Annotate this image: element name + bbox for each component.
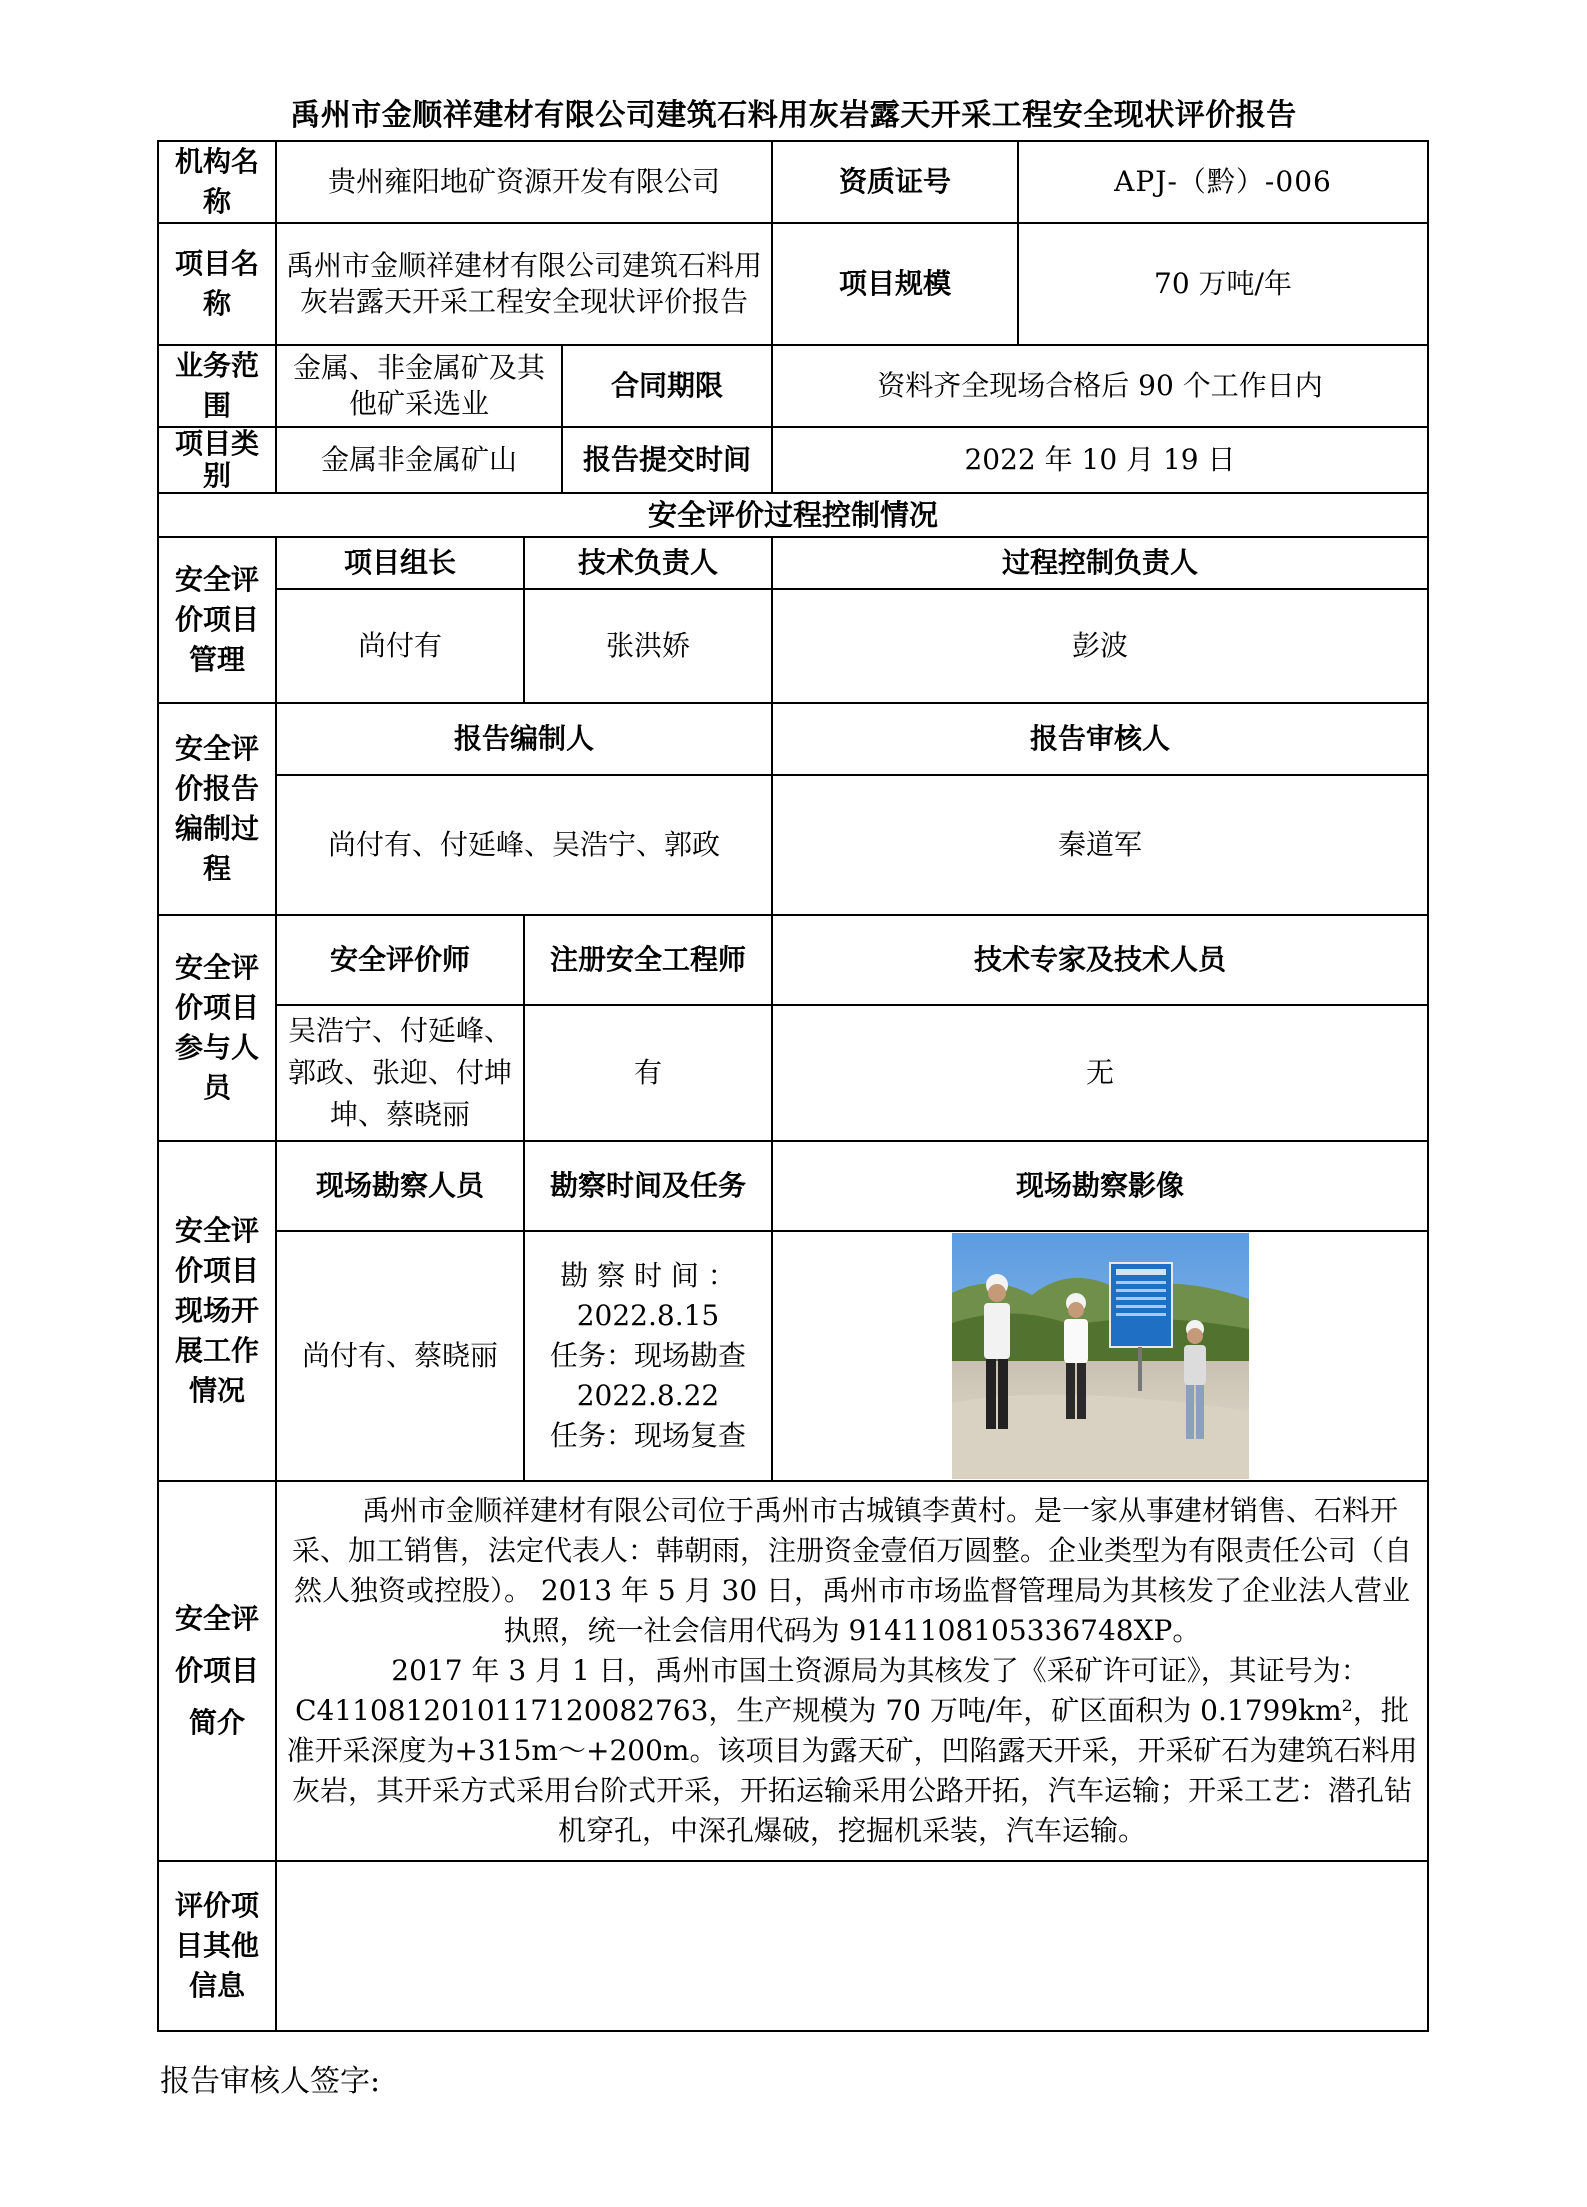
leader-label: 项目组长	[276, 537, 524, 589]
survey-schedule	[524, 1231, 772, 1481]
row-participants-header	[158, 915, 1428, 1005]
row-management-values	[158, 589, 1428, 703]
org-value: 贵州雍阳地矿资源开发有限公司	[276, 141, 772, 223]
site-survey-photo-image	[952, 1233, 1249, 1479]
row-participants-values	[158, 1005, 1428, 1141]
survey-time-prefix: 勘 察 时 间 ：	[560, 1259, 736, 1292]
business-label: 业务范围	[158, 345, 276, 427]
category-label: 项目类别	[158, 427, 276, 493]
authors-value: 尚付有、付延峰、吴浩宁、郭政	[276, 775, 772, 915]
site-survey-photo	[952, 1233, 1249, 1479]
evaluators-value: 吴浩宁、付延峰、郭政、张迎、付坤坤、蔡晓丽	[276, 1005, 524, 1141]
image-label: 现场勘察影像	[772, 1141, 1428, 1231]
project-label: 项目名称	[158, 223, 276, 345]
intro-label: 安全评价项目简介	[158, 1481, 276, 1861]
compile-label: 安全评价报告编制过程	[158, 703, 276, 915]
leader-value: 尚付有	[276, 589, 524, 703]
time-label: 勘察时间及任务	[524, 1141, 772, 1231]
row-survey-values	[158, 1231, 1428, 1481]
row-compile-header	[158, 703, 1428, 775]
author-label: 报告编制人	[276, 703, 772, 775]
business-value: 金属、非金属矿及其他矿采选业	[276, 345, 562, 427]
scale-label: 项目规模	[772, 223, 1018, 345]
survey-date-1: 2022.8.15	[576, 1299, 720, 1332]
other-value	[276, 1861, 1428, 2031]
row-intro	[158, 1481, 1428, 1861]
contract-value: 资料齐全现场合格后 90 个工作日内	[772, 345, 1428, 427]
survey-label: 安全评价项目现场开展工作情况	[158, 1141, 276, 1481]
row-project	[158, 223, 1428, 345]
intro-text	[276, 1481, 1428, 1861]
survey-date-2: 2022.8.22	[576, 1379, 720, 1412]
intro-paragraph-2: 2017 年 3 月 1 日，禹州市国土资源局为其核发了《采矿许可证》，其证号为：C4110812010117120082763，生产规模为 70 万吨/年，矿区面积为 0.1799km²，批准开采深度为+315m～+200m。该项目为露天矿，凹陷露天开采，开采矿石为建筑石料用灰岩，其开采方式采用台阶式开采，开拓运输采用公路开拓，汽车运输；开采工艺：潜孔钻机穿孔，中深孔爆破，挖掘机采装，汽车运输。	[286, 1654, 1418, 1847]
staff-value: 尚付有、蔡晓丽	[276, 1231, 524, 1481]
submit-value: 2022 年 10 月 19 日	[772, 427, 1428, 493]
cert-value: APJ-（黔）-006	[1018, 141, 1428, 223]
reviewer-value: 秦道军	[772, 775, 1428, 915]
expert-value: 无	[772, 1005, 1428, 1141]
process-label: 过程控制负责人	[772, 537, 1428, 589]
process-value: 彭波	[772, 589, 1428, 703]
reviewer-signature-label: 报告审核人签字:	[160, 2064, 381, 2099]
document-title: 禹州市金顺祥建材有限公司建筑石料用灰岩露天开采工程安全现状评价报告	[290, 98, 1297, 133]
evaluator-label: 安全评价师	[276, 915, 524, 1005]
reviewer-label: 报告审核人	[772, 703, 1428, 775]
row-category	[158, 427, 1428, 493]
other-label: 评价项目其他信息	[158, 1861, 276, 2031]
row-section-header	[158, 493, 1428, 537]
cert-label: 资质证号	[772, 141, 1018, 223]
evaluation-form-table	[157, 140, 1429, 2032]
survey-task-1: 任务：现场勘查	[549, 1339, 746, 1372]
row-org	[158, 141, 1428, 223]
org-label: 机构名称	[158, 141, 276, 223]
section-header: 安全评价过程控制情况	[158, 493, 1428, 537]
tech-label: 技术负责人	[524, 537, 772, 589]
intro-paragraph-1: 禹州市金顺祥建材有限公司位于禹州市古城镇李黄村。是一家从事建材销售、石料开采、加工销售，法定代表人：韩朝雨，注册资金壹佰万圆整。企业类型为有限责任公司（自然人独资或控股）。 2013 年 5 月 30 日，禹州市市场监督管理局为其核发了企业法人营业执照，统一社会信用代码为 9141108105336748XP。	[291, 1494, 1412, 1647]
contract-label: 合同期限	[562, 345, 772, 427]
survey-photo-cell	[772, 1231, 1428, 1481]
row-compile-values	[158, 775, 1428, 915]
row-management-header	[158, 537, 1428, 589]
project-value: 禹州市金顺祥建材有限公司建筑石料用灰岩露天开采工程安全现状评价报告	[276, 223, 772, 345]
engineer-value: 有	[524, 1005, 772, 1141]
expert-label: 技术专家及技术人员	[772, 915, 1428, 1005]
engineer-label: 注册安全工程师	[524, 915, 772, 1005]
row-business	[158, 345, 1428, 427]
staff-label: 现场勘察人员	[276, 1141, 524, 1231]
tech-value: 张洪娇	[524, 589, 772, 703]
row-survey-header	[158, 1141, 1428, 1231]
survey-task-2: 任务：现场复查	[549, 1419, 746, 1452]
row-other	[158, 1861, 1428, 2031]
submit-label: 报告提交时间	[562, 427, 772, 493]
participants-label: 安全评价项目参与人员	[158, 915, 276, 1141]
category-value: 金属非金属矿山	[276, 427, 562, 493]
management-label: 安全评价项目管理	[158, 537, 276, 703]
scale-value: 70 万吨/年	[1018, 223, 1428, 345]
